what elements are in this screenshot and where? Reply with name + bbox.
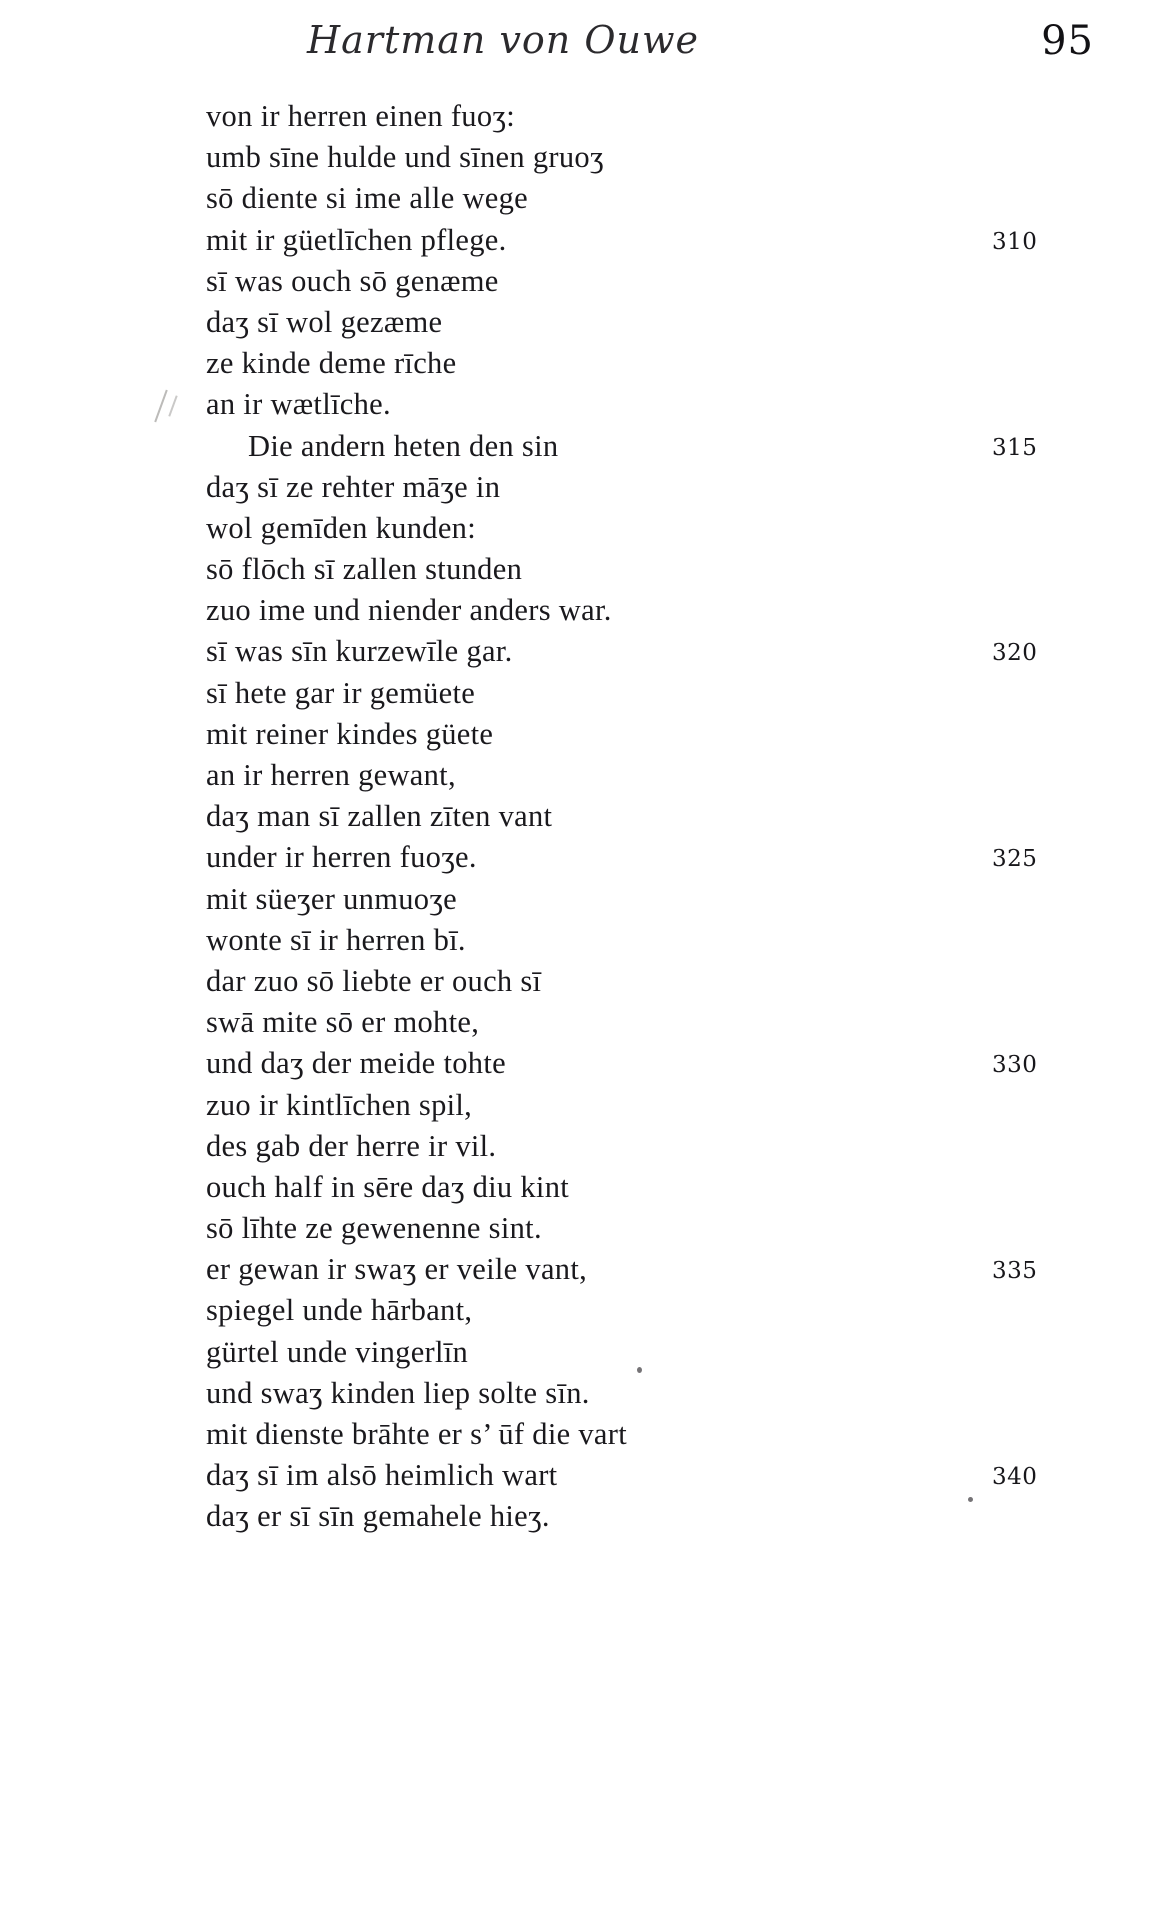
- verse-line: [0, 1249, 1156, 1290]
- verse-line: [0, 1002, 1156, 1043]
- verse-line-text: daʒ man sī zallen zīten vant: [206, 799, 553, 834]
- verse-line: [0, 1126, 1156, 1167]
- verse-line-text: gürtel unde vingerlīn: [206, 1334, 469, 1369]
- verse-line-text: sō diente si ime alle wege: [206, 181, 529, 216]
- verse-line-text: mit ir güetlīchen pflege.: [206, 222, 507, 257]
- verse-line: [0, 302, 1156, 343]
- verse-line-text: swā mite sō er mohte,: [206, 1005, 480, 1040]
- verse-line-text: wonte sī ir herren bī.: [206, 922, 466, 957]
- verse-line-text: ouch half in sēre daʒ diu kint: [206, 1169, 570, 1204]
- verse-line-text: dar zuo sō liebte er ouch sī: [206, 963, 542, 998]
- verse-line: [0, 137, 1156, 178]
- verse-line-number: 330: [992, 1052, 1038, 1079]
- ink-speck: [637, 1367, 642, 1373]
- verse-line-text: spiegel unde hārbant,: [206, 1293, 473, 1328]
- verse-line-text: des gab der herre ir vil.: [206, 1128, 497, 1163]
- verse-line: [0, 1167, 1156, 1208]
- verse-line: [0, 1373, 1156, 1414]
- verse-line: [0, 920, 1156, 961]
- verse-line-text: wol gemīden kunden:: [206, 510, 476, 545]
- verse-line-text: sō līhte ze gewenenne sint.: [206, 1211, 542, 1246]
- verse-line-text: sī hete gar ir gemüete: [206, 675, 476, 710]
- verse-line: [0, 1085, 1156, 1126]
- verse-line: [0, 1208, 1156, 1249]
- verse-line-text: zuo ime und niender anders war.: [206, 593, 612, 628]
- page-header: [0, 10, 1156, 80]
- verse-line: [0, 220, 1156, 261]
- verse-line-text: sī was sīn kurzewīle gar.: [206, 634, 513, 669]
- verse-line-text: mit reiner kindes güete: [206, 716, 494, 751]
- verse-line: [0, 467, 1156, 508]
- page-number: 95: [1041, 18, 1094, 64]
- verse-line-text: an ir wætlīche.: [206, 387, 391, 422]
- verse-line: [0, 549, 1156, 590]
- verse-line: [0, 961, 1156, 1002]
- verse-line-text: und daʒ der meide tohte: [206, 1046, 506, 1081]
- verse-line: [0, 590, 1156, 631]
- verse-line: [0, 796, 1156, 837]
- verse-line: [0, 879, 1156, 920]
- verse-line: [0, 96, 1156, 137]
- verse-line-text: daʒ er sī sīn gemahele hieʒ.: [206, 1499, 550, 1534]
- verse-line-text: sī was ouch sō genæme: [206, 263, 499, 298]
- verse-line: [0, 1332, 1156, 1373]
- ink-speck: [968, 1497, 973, 1502]
- verse-line: [0, 631, 1156, 672]
- verse-line: [0, 1414, 1156, 1455]
- verse-line-text: daʒ sī ze rehter māʒe in: [206, 469, 501, 504]
- verse-line-number: 315: [992, 434, 1038, 461]
- verse-line-text: Die andern heten den sin: [248, 428, 559, 463]
- verse-line: [0, 343, 1156, 384]
- verse-line-text: von ir herren einen fuoʒ:: [206, 99, 515, 133]
- verse-line-text: er gewan ir swaʒ er veile vant,: [206, 1252, 588, 1287]
- verse-line-number: 310: [992, 228, 1038, 255]
- verse-line-text: und swaʒ kinden liep solte sīn.: [206, 1375, 590, 1410]
- verse-line-text: zuo ir kintlīchen spil,: [206, 1087, 473, 1122]
- verse-line: [0, 1290, 1156, 1331]
- verse-line: [0, 426, 1156, 467]
- verse-line-text: daʒ sī im alsō heimlich wart: [206, 1458, 558, 1493]
- verse-line: [0, 508, 1156, 549]
- verse-line-number: 340: [992, 1464, 1038, 1491]
- verse-line-text: ze kinde deme rīche: [206, 346, 457, 381]
- verse-line: [0, 714, 1156, 755]
- verse-line-text: daʒ sī wol gezæme: [206, 304, 443, 339]
- verse-line-text: under ir herren fuoʒe.: [206, 840, 477, 875]
- verse-line: [0, 384, 1156, 425]
- verse-line: [0, 837, 1156, 878]
- verse-line-number: 335: [992, 1258, 1038, 1285]
- verse-line-text: mit dienste brāhte er s’ ūf die vart: [206, 1417, 627, 1451]
- verse-block: [0, 96, 1156, 1907]
- verse-line: [0, 1043, 1156, 1084]
- verse-line-text: sō flōch sī zallen stunden: [206, 552, 523, 587]
- verse-line: [0, 673, 1156, 714]
- verse-line-text: mit süeʒer unmuoʒe: [206, 881, 458, 916]
- verse-line: [0, 261, 1156, 302]
- verse-line-number: 320: [992, 640, 1038, 667]
- running-title: Hartman von Ouwe: [306, 18, 699, 62]
- verse-line-number: 325: [992, 846, 1038, 873]
- verse-line: [0, 178, 1156, 219]
- verse-line-text: an ir herren gewant,: [206, 758, 456, 792]
- verse-line-text: umb sīne hulde und sīnen gruoʒ: [206, 140, 604, 175]
- verse-line: [0, 755, 1156, 796]
- verse-line: [0, 1496, 1156, 1537]
- verse-line: [0, 1455, 1156, 1496]
